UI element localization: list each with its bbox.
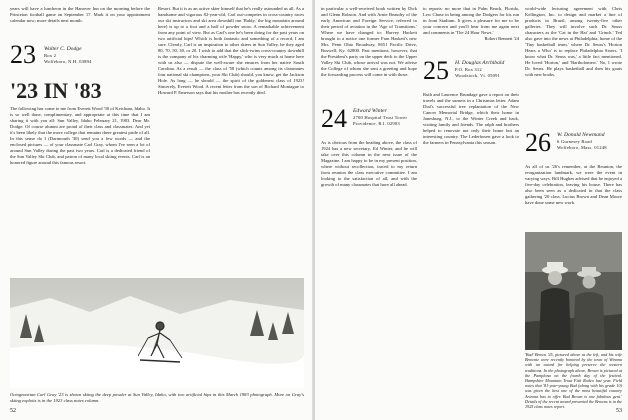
right-column-4-body: As all of us '26's remember, at the Reunion, the reorganization landmark, we were the event in varying ways. Bill Hughes advised that he enjoyed a five-day celebration, leaving his house. There has also been seen as a dedicated in that the class gathering '20 class. Lucius Brown and Dean Moore have done some new work.	[525, 164, 622, 205]
signature-robert: Robert Bennett '24	[484, 36, 519, 41]
left-page	[0, 0, 313, 420]
class-26-header	[525, 128, 622, 162]
class-secretary-name: Walter C. Dodge	[44, 46, 82, 52]
right-column-2-top	[423, 6, 519, 46]
class-23-header	[10, 38, 150, 72]
class-25-header	[423, 56, 519, 90]
class-24-header	[321, 104, 417, 138]
right-column-1-body: in particular a well-received book written by Dick and Glenn Robson. And with Arnie Beaudry of the early American and Foreign Service, referred to their period of aviation in the 'Age of Transitions.' Where we have changed to: Harvey Hackett brought to a notice one former Fran Haskett's new Mrs. Penn Ohio Broadway, 8651 Pacific Drive, Boswell, Ky. 62800. Past mentions, however, that the President's party on the upper deck to the Upper Valley Ski Club, whose arrival was not. We advise the College of whom she sent a greeting and hope the forwarding process will come in with those.	[321, 6, 417, 77]
class-secretary-address-1: Box 2	[44, 53, 57, 58]
intro-paragraph: years will have a luncheon in the Hanover Inn on the morning before the Princeton football game on September 17. Mark it on your appointment calendar now; more details next month.	[10, 6, 150, 23]
intro-text	[10, 6, 150, 34]
right-column-1-bottom	[321, 140, 417, 412]
couple-photo-caption: 'Bud' Brown '25, pictured above at the left, and his wife Brownie were recently honored by the town of Winona with an award for helping preserve the western traditions. In the photograph above, Brown is pictured at the Pamplona on the fourth day of the festival. Hampshire Mountain Trout Fish Rodeo last year. Field notes that '81-year-young Bud (along with his grade 10) was given the best one of the most beautiful country Arizona has to offer. Bud Brown is one fabulous gent.' Details of the recent award presented the Browns is in the 1925 class notes report.	[525, 352, 622, 410]
couple-photo-image	[525, 232, 622, 350]
skier-photo	[10, 278, 304, 388]
class-25-secretary-name: H. Douglas Archibald	[455, 60, 505, 66]
right-column-3-bottom	[525, 164, 622, 228]
class-24-address-2: Providence, R.I. 02903	[353, 121, 400, 126]
class-number-26: 26	[525, 128, 551, 157]
right-column-2-bottom	[423, 92, 519, 412]
class-25-address-2: Woodstock, Vt. 05091	[455, 73, 501, 78]
skier-photo-image	[10, 278, 304, 388]
right-column-1-body-2: As is obvious from the heading above, the class of 1924 has a new secretary, Ed Winter, and he will take over this column in the next issue of the Magazine. I am happy to be in my present position, where without recollection, traced to my return from reunion the class executive committee. I am looking to the satisfaction of all, and with the growth of many classmates that have all ahead.	[321, 140, 417, 187]
class-number-24: 24	[321, 104, 347, 133]
column-1-body: The following has come to me from Everett Wood '30 of Ketchum, Idaho. It is so well done, complimentary, and appropriate at this time that I am sharing it with you all: Sun Valley, Idaho February 21, 1983. Dear Mr. Dodge: Of course alumni are proud of their class and classmates. And yet it's been likely that the more college that remains there greatest pride of all. In this sense do I (Dartmouth '30) send you a few words — and the enclosed pictures — of your classmate Carl Gray, whom I've seen a lot of around Sun Valley during the past two years. Carl is a dedicated friend of the Sun Valley Ski Club, and patron of many local skiing events. Carl is an honored figure around this famous resort.	[10, 106, 150, 165]
section-heading: '23 IN '83	[10, 78, 102, 103]
couple-photo	[525, 232, 622, 350]
skier-photo-caption: Octogenarian Carl Gray '23 is shown skiing the deep powder at Sun Valley, Idaho, with two artificial hips in this March 1983 photograph. More on Gray's skiing exploits is in the 1923 class notes column.	[10, 392, 304, 403]
right-column-1-top	[321, 6, 417, 100]
left-column-2	[158, 6, 304, 274]
right-column-3-top	[525, 6, 622, 124]
class-24-secretary-name: Edward Winter	[353, 108, 387, 114]
class-26-address-2: Wolfeboro, Mass. 01248	[557, 145, 607, 150]
right-column-2-body-2: Ruth and Laurence Brundage gave a report on their travels and the sunsets in a Christmas letter. Adam Dial's successful tree replantation of the New Cancer Memorial Bridge, which their home in Janesburg, N.J., to the Winter Creek and back, visiting family and friends. The ralph and brothers helped to renovate not only their home but an interesting country. The Lederhosen gave a look to the farmers in Pennsylvania this season.	[423, 92, 519, 145]
class-number-23: 23	[10, 40, 36, 69]
right-column-2-body: to reports: no more that in Palm Beach, Florida, Lew Chase in being among the Dodgers for his run in front Stadium. It gives a pleasure for me to be your concern and you'll hear from me again next and comments in 'The 24 Hour News.'	[423, 6, 519, 35]
right-page	[315, 0, 628, 420]
class-26-secretary-name: W. Donald Newmand	[557, 132, 605, 138]
right-column-3-body: world-wide lecturing agreement with Chris Kellington, Inc. to design and market a line of products in Brazil, among twenty-five other galleries. They will involve such Dr. Seuss characters as the 'Cat in the Hat' and 'Grinch.' Ted also gave into the news at Philadelphia, home of the 'Tiny basketball team,' where Dr. Seuss's 'Horton Hears a Who' is to replace Philadelphia Sixers. 'I know what Dr. Seuss was,' a little fact mentioned. He loved 'Horton,' and 'Bartholomew.' No, I wrote Dr. Seuss. He plays basketball and then his goats with new books.	[525, 6, 622, 77]
class-number-25: 25	[423, 56, 449, 85]
column-2-body: Resort. But it is as an active skier himself that he's really astounded us all. As a handsome and vigorous 82-year-old, Carl out-competes in cross-country races our ski instructors and ski area downhill run 'Baldy,' the big mountain around here) is up to a foot and a half of powder snow. A remarkable achievement from any point of view. But as Carl's one he's been doing for the past years on two artificial hips! Which is both fantastic and something of a record, I am sure. Clearly, Carl is an inspiration to other skiers in Sun Valley, be they aged 80, 70, 50, 30, or 20. I wish to add that the slick-twins cross-country downhill is the company of his charming wife 'Happy,' who is very much at home here with us also — dispute the well-aware she ensures from her native South Carolina. As a result — the class of '58 (which counts among its classmates four national ski champions, your Ski Club) should, you know, get the Jackson Hole. As long — he should — the spirit of the goldenest class of 1923! Sincerely, Everett Wood. A recent letter from the son of Richard Montague to Howard P. Emerson says that his mother has recently died.	[158, 6, 304, 95]
left-column-1	[10, 106, 150, 274]
class-secretary-address-2: Wolfeboro, N.H. 03894	[44, 59, 92, 64]
page-number-left: 52	[10, 408, 16, 414]
class-24-address-1: 2700 Hospital Trust Tower	[353, 115, 408, 120]
class-26-address-1: 6 Gurnesey Road	[557, 139, 592, 144]
page-number-right: 53	[616, 408, 622, 414]
class-25-address-1: P.O. Box 312	[455, 67, 482, 72]
